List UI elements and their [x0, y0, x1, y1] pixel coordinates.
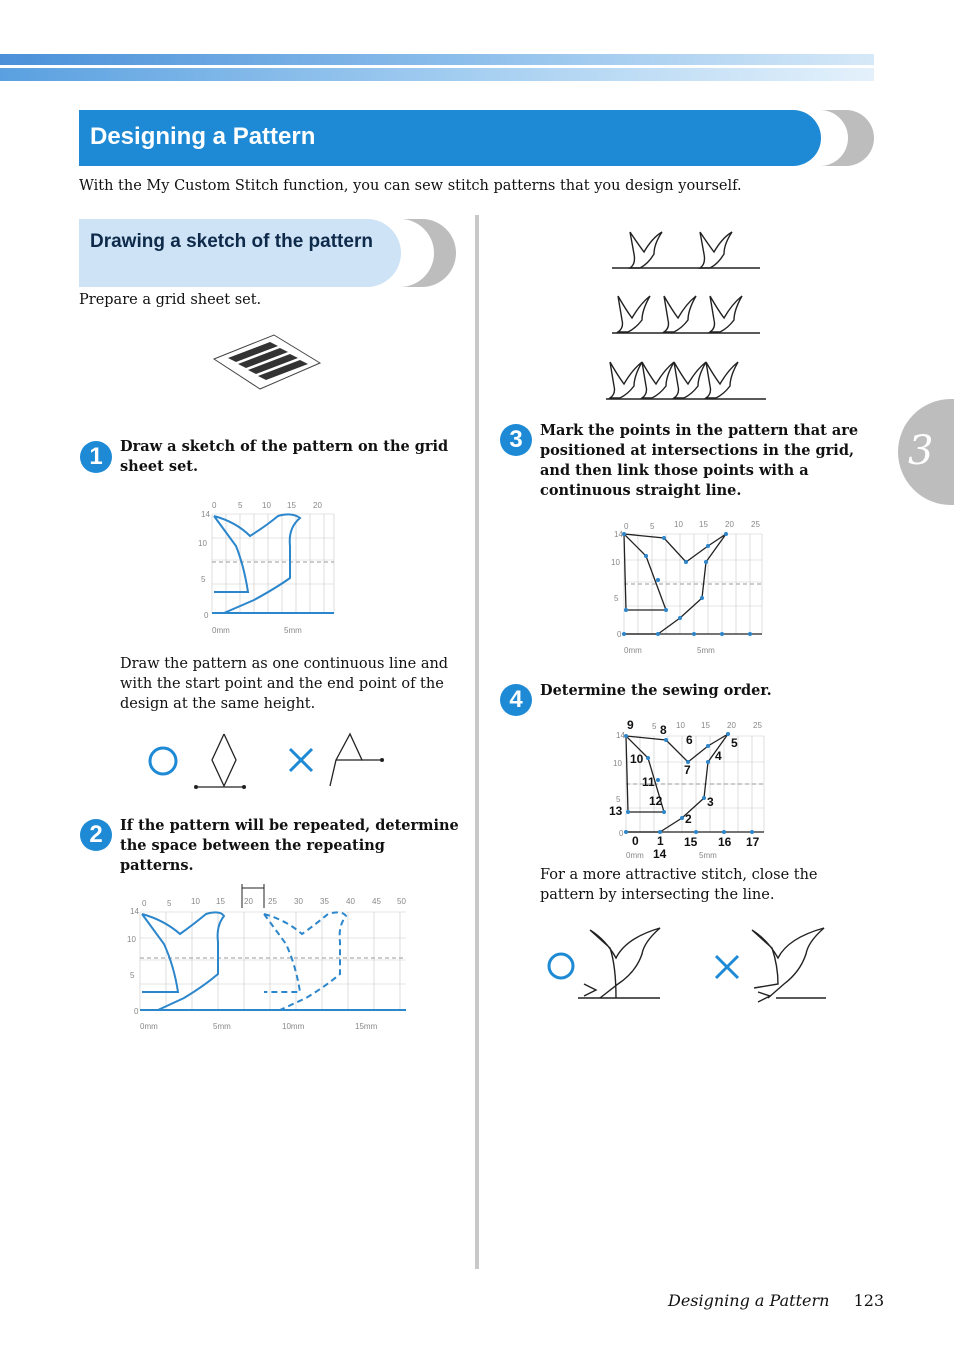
order-label: 6 — [686, 733, 693, 747]
order-label: 11 — [642, 775, 655, 789]
grid-2-mm-label: 10mm — [282, 1022, 305, 1031]
grid-3-xtick: 10 — [674, 520, 683, 529]
grid-4-xtick: 20 — [727, 721, 736, 730]
grid-4-ytick: 10 — [613, 759, 622, 768]
grid-1-ytick: 10 — [198, 539, 207, 548]
step-1-badge: 1 — [80, 441, 112, 473]
grid-4-xtick: 10 — [676, 721, 685, 730]
grid-1-sketch — [196, 496, 341, 636]
column-divider — [475, 215, 479, 1269]
grid-3-points — [606, 516, 768, 658]
page-footer — [668, 1291, 884, 1310]
grid-2-xtick: 35 — [320, 897, 329, 906]
step-1-text: Draw a sketch of the pattern on the grid sheet set. — [120, 438, 449, 475]
order-label: 8 — [660, 723, 667, 737]
grid-3-xtick: 20 — [725, 520, 734, 529]
order-label: 15 — [684, 835, 698, 849]
prepare-text: Prepare a grid sheet set. — [79, 292, 262, 308]
grid-4-xtick: 15 — [701, 721, 710, 730]
order-label: 5 — [731, 736, 738, 750]
order-label: 16 — [718, 835, 732, 849]
grid-3-xtick: 5 — [650, 522, 655, 531]
step-3-badge: 3 — [500, 424, 532, 456]
grid-3-ytick: 14 — [614, 530, 623, 539]
step-4-note: For a more attractive stitch, close the pattern by intersecting the line. — [540, 867, 818, 903]
grid-1-xtick: 0 — [212, 501, 217, 510]
grid-2-mm-label: 0mm — [140, 1022, 158, 1031]
grid-4-mm-label: 5mm — [699, 851, 717, 860]
grid-2-xtick: 10 — [191, 897, 200, 906]
order-label: 0 — [632, 834, 639, 848]
grid-2-ytick: 0 — [134, 1007, 139, 1016]
subsection-title: Drawing a sketch of the pattern — [90, 231, 373, 252]
step-1-note: Draw the pattern as one continuous line and with the start point and the end point of the design at the same height. — [120, 656, 449, 712]
grid-2-xtick: 50 — [397, 897, 406, 906]
start-end-height-examples — [140, 726, 400, 796]
grid-3-ytick: 0 — [617, 630, 622, 639]
grid-1-ytick: 5 — [201, 575, 206, 584]
correct-mark-icon — [549, 954, 573, 978]
title-bar-tail — [820, 110, 876, 166]
grid-1-xtick: 10 — [262, 501, 271, 510]
grid-3-mm-label: 0mm — [624, 646, 642, 655]
grid-3-xtick: 0 — [624, 522, 629, 531]
grid-2-repeat — [124, 876, 414, 1036]
grid-4-ytick: 5 — [616, 795, 621, 804]
step-2-badge: 2 — [80, 819, 112, 851]
order-label: 9 — [627, 718, 634, 732]
wrong-mark-icon — [290, 749, 312, 771]
grid-1-mm-label: 5mm — [284, 626, 302, 635]
order-label: 4 — [715, 749, 722, 763]
order-label: 7 — [684, 763, 691, 777]
grid-3-xtick: 15 — [699, 520, 708, 529]
grid-4-xtick: 5 — [652, 722, 657, 731]
grid-4-mm-label: 0mm — [626, 851, 644, 860]
grid-2-ytick: 14 — [130, 907, 139, 916]
order-label: 10 — [630, 752, 644, 766]
grid-2-ytick: 5 — [130, 971, 135, 980]
grid-sheet-set-illustration — [212, 333, 322, 393]
page-number: 123 — [853, 1291, 885, 1310]
grid-2-xtick: 25 — [268, 897, 277, 906]
grid-1-ytick: 14 — [201, 510, 210, 519]
repeat-pattern-examples — [604, 224, 774, 406]
grid-4-ytick: 14 — [616, 731, 625, 740]
grid-1-xtick: 5 — [238, 501, 243, 510]
grid-3-xtick: 25 — [751, 520, 760, 529]
order-label: 1 — [657, 834, 664, 848]
order-label: 3 — [707, 795, 714, 809]
grid-2-mm-label: 15mm — [355, 1022, 378, 1031]
grid-4-ytick: 0 — [619, 829, 624, 838]
subsection-bar-tail — [400, 219, 458, 287]
grid-3-ytick: 5 — [614, 594, 619, 603]
grid-1-mm-label: 0mm — [212, 626, 230, 635]
step-3-text: Mark the points in the pattern that are positioned at intersections in the grid, and then link those points with a continuous straight line. — [540, 422, 859, 499]
order-label: 13 — [609, 804, 623, 818]
order-label: 17 — [746, 835, 760, 849]
grid-3-ytick: 10 — [611, 558, 620, 567]
closed-pattern-examples — [540, 922, 840, 1012]
header-band-bottom — [0, 68, 874, 81]
wrong-mark-icon — [716, 956, 738, 978]
order-label: 14 — [653, 847, 667, 861]
footer-title: Designing a Pattern — [668, 1291, 830, 1310]
step-2-text: If the pattern will be repeated, determine the space between the repeating patterns. — [120, 817, 459, 874]
grid-2-xtick: 5 — [167, 899, 172, 908]
grid-4-xtick: 25 — [753, 721, 762, 730]
grid-4-sewing-order — [604, 712, 770, 864]
grid-2-mm-label: 5mm — [213, 1022, 231, 1031]
grid-1-xtick: 20 — [313, 501, 322, 510]
grid-2-xtick: 15 — [216, 897, 225, 906]
step-4-text: Determine the sewing order. — [540, 682, 772, 699]
order-label: 2 — [685, 812, 692, 826]
grid-2-xtick: 0 — [142, 899, 147, 908]
grid-2-xtick: 30 — [294, 897, 303, 906]
grid-1-xtick: 15 — [287, 501, 296, 510]
grid-3-mm-label: 5mm — [697, 646, 715, 655]
order-label: 12 — [649, 794, 663, 808]
section-intro: With the My Custom Stitch function, you can sew stitch patterns that you design yourself. — [79, 178, 742, 194]
step-4-badge: 4 — [500, 684, 532, 716]
grid-2-xtick: 20 — [244, 897, 253, 906]
section-title: Designing a Pattern — [90, 123, 316, 150]
chapter-number: 3 — [908, 428, 934, 474]
grid-2-xtick: 40 — [346, 897, 355, 906]
correct-mark-icon — [150, 748, 176, 774]
header-band-top — [0, 54, 874, 65]
grid-2-ytick: 10 — [127, 935, 136, 944]
grid-2-xtick: 45 — [372, 897, 381, 906]
grid-1-ytick: 0 — [204, 611, 209, 620]
